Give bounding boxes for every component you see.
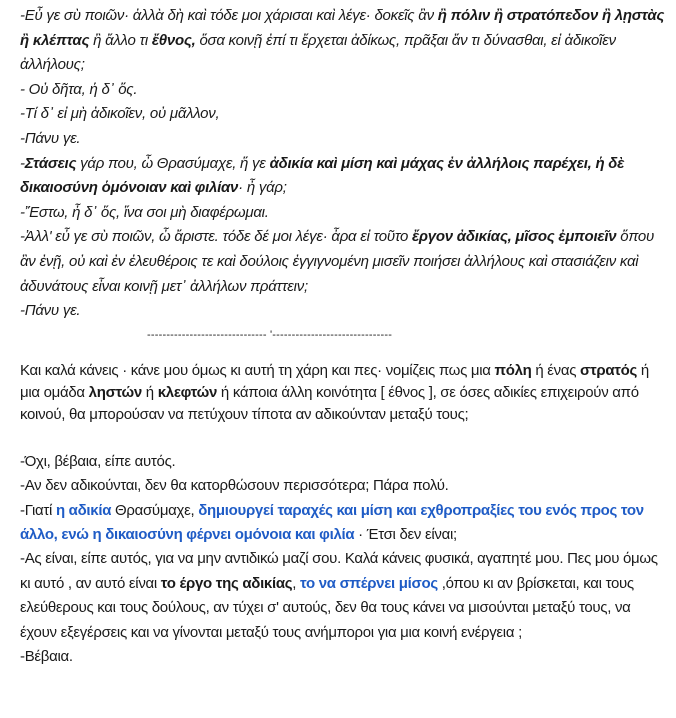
modern-line-6: -Βέβαια. bbox=[20, 647, 73, 665]
ancient-paragraph-5: -Στάσεις γάρ που, ὦ Θρασύμαχε, ἥ γε ἀδικία καὶ μίση καὶ μάχας ἐν ἀλλήλοις παρέχει, ἡ δὲ δικαιοσύνη ὁμόνοιαν καὶ φιλίαν· ἦ γάρ; bbox=[20, 154, 625, 197]
bold-word: στρατός bbox=[580, 361, 638, 379]
modern-greek-section bbox=[20, 360, 670, 670]
blue-highlight: η αδικία bbox=[55, 501, 112, 519]
ancient-paragraph-1: -Εὖ γε σὺ ποιῶν· ἀλλὰ δὴ καὶ τόδε μοι χάρισαι καὶ λέγε· δοκεῖς ἂν ἢ πόλιν ἢ στρατόπεδον ἢ λῃστὰς ἢ κλέπτας ἢ ἄλλο τι ἔθνος, ὅσα κοινῇ ἐπί τι ἔρχεται ἀδίκως, πρᾶξαι ἄν τι δύνασθαι, εἰ ἀδικοῖεν ἀλλήλους; bbox=[20, 7, 665, 74]
modern-paragraph-5: -Ας είναι, είπε αυτός, για να μην αντιδικώ μαζί σου. Καλά κάνεις φυσικά, αγαπητέ μου. Πες μου όμως κι αυτό , αν αυτό είναι το έργο της αδικίας, το να σπέρνει μίσος ,όπου κι αν βρίσκεται, και τους ελεύθερους και τους δούλους, αν τύχει σ' αυτούς, δεν θα τους κάνει να μισούνται μεταξύ τους, να έχουν εξεγέρσεις και να γίνονται μεταξύ τους ανήμποροι για μια κοινή ενέργεια ; bbox=[20, 550, 658, 641]
ancient-line-2: - Οὐ δῆτα, ἡ δ᾽ ὅς. bbox=[20, 80, 138, 98]
spacer bbox=[20, 426, 670, 450]
bold-word: ληστών bbox=[88, 383, 142, 401]
ancient-line-3: -Τί δ᾽ εἰ μὴ ἀδικοῖεν, οὐ μᾶλλον, bbox=[20, 105, 220, 123]
ancient-greek-section bbox=[20, 4, 670, 324]
section-separator: ------------------------------- '------------------------------- bbox=[147, 328, 393, 341]
bold-phrase: ἀδικία καὶ μίση καὶ μάχας ἐν ἀλλήλοις παρέχει, ἡ δὲ δικαιοσύνη ὁμόνοιαν καὶ φιλίαν bbox=[20, 154, 625, 197]
modern-line-2: -Όχι, βέβαια, είπε αυτός. bbox=[20, 452, 176, 470]
modern-paragraph-4: -Γιατί η αδικία Θρασύμαχε, δημιουργεί ταραχές και μίση και εχθροπραξίες του ενός προς τον άλλο, ενώ η δικαιοσύνη φέρνει ομόνοια και φιλία · Έτσι δεν είναι; bbox=[20, 501, 644, 543]
ancient-line-8: -Πάνυ γε. bbox=[20, 302, 81, 320]
bold-phrase: ἔθνος, bbox=[151, 31, 196, 49]
modern-line-3: -Αν δεν αδικούνται, δεν θα κατορθώσουν περισσότερα; Πάρα πολύ. bbox=[20, 477, 449, 495]
bold-word: κλεφτών bbox=[157, 383, 218, 401]
bold-phrase: ἔργον ἀδικίας, μῖσος ἐμποιεῖν bbox=[412, 228, 617, 246]
bold-phrase: ἢ πόλιν ἢ στρατόπεδον ἢ λῃστὰς ἢ κλέπτας bbox=[20, 7, 665, 49]
blue-highlight: δημιουργεί ταραχές και μίση και εχθροπραξίες του ενός προς τον άλλο, ενώ η δικαιοσύνη φέρνει ομόνοια και φιλία bbox=[20, 501, 644, 543]
bold-phrase: το έργο της αδικίας bbox=[160, 574, 293, 592]
blue-highlight: το να σπέρνει μίσος bbox=[300, 574, 438, 592]
bold-phrase: Στάσεις bbox=[24, 154, 77, 172]
ancient-line-4: -Πάνυ γε. bbox=[20, 129, 81, 147]
spacer bbox=[20, 348, 670, 360]
ancient-line-6: -Ἔστω, ἦ δ᾽ ὅς, ἵνα σοι μὴ διαφέρωμαι. bbox=[20, 203, 269, 221]
bold-word: πόλη bbox=[494, 361, 532, 379]
document-body bbox=[20, 4, 670, 669]
modern-paragraph-1: Και καλά κάνεις · κάνε μου όμως κι αυτή τη χάρη και πες· νομίζεις πως μια πόλη ή ένας στρατός ή μια ομάδα ληστών ή κλεφτών ή κάποια άλλη κοινότητα [ έθνος ], σε όσες αδικίες επιχειρούν από κοινού, θα μπορούσαν να πετύχουν τίποτα αν αδικούνταν μεταξύ τους; bbox=[20, 361, 649, 423]
ancient-paragraph-7: -Ἀλλ' εὖ γε σὺ ποιῶν, ὦ ἄριστε. τόδε δέ μοι λέγε· ἆρα εἰ τοῦτο ἔργον ἀδικίας, μῖσος ἐμποιεῖν ὅπου ἂν ἐνῇ, οὐ καὶ ἐν ἐλευθέροις τε καὶ δούλοις ἐγγιγνομένη μισεῖν ποιήσει ἀλλήλους καὶ στασιάζειν καὶ ἀδυνάτους εἶναι κοινῇ μετ᾽ ἀλλήλων πράττειν; bbox=[20, 228, 655, 295]
